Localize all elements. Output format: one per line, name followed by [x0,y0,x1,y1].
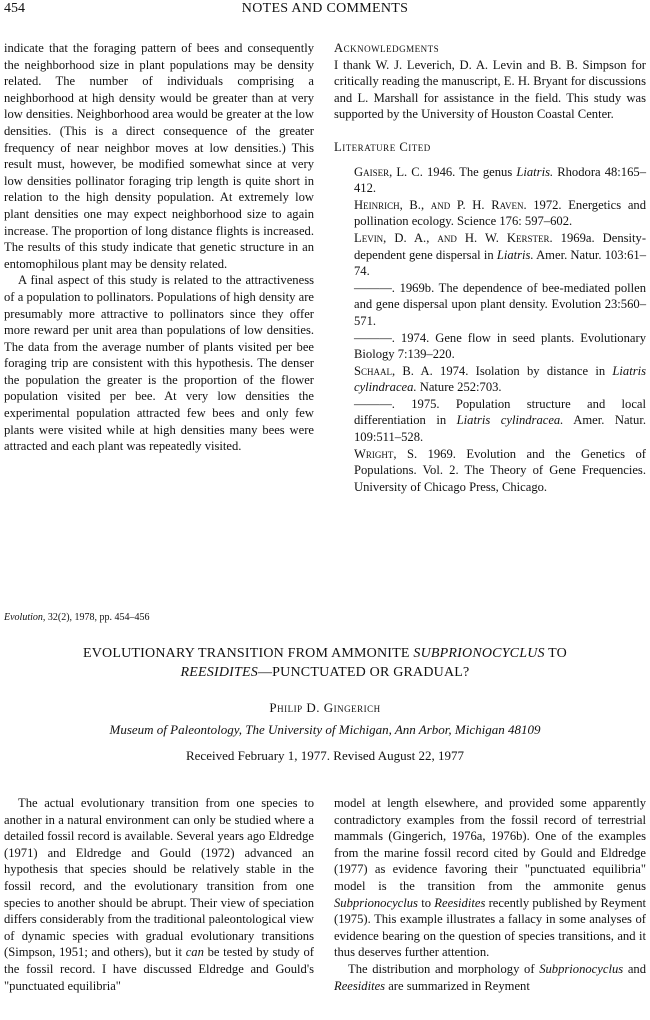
author-affiliation: Museum of Paleontology, The University of Michigan, Ann Arbor, Michigan 48109 [109,722,541,737]
acknowledgments-heading: Acknowledgments [334,41,440,55]
body-paragraph: The actual evolutionary transition from one species to another in a natural environment can only be studied where a detailed fossil record is available. Several years ago Eldredge (1971) and Eldredge and Gould (1972) advanced an hypothesis that species should be relatively stable in the fossil record, and the evolutionary transition from one species to another should be abrupt. Their view of speciation differs considerably from the traditional paleontological view of dynamic species with gradual evolutionary transitions (Simpson, 1951; and others), but it can be tested by study of the fossil record. I have discussed Eldredge and Gould's "punctuated equilibria" [4,796,314,993]
reference-item: Levin, D. A., and H. W. Kerster. 1969a. Density-dependent gene dispersal in Liatris. Amer. Natur. 103:61–74. [354,230,647,279]
running-head [0,0,650,18]
reference-item: ———. 1975. Population structure and local differentiation in Liatris cylindracea. Amer. Natur. 109:511–528. [354,396,647,445]
received-dates: Received February 1, 1977. Revised August 22, 1977 [185,748,464,763]
citation-details: 32(2), 1978, pp. 454–456 [45,612,150,623]
running-title: NOTES AND COMMENTS [241,1,409,16]
reference-item: ———. 1974. Gene flow in seed plants. Evolutionary Biology 7:139–220. [354,330,646,362]
body-paragraph: The distribution and morphology of Subprionocyclus and Reesidites are summarized in Reyment [334,961,646,993]
literature-cited [334,139,646,495]
page-number: 454 [4,1,25,16]
article-title: EVOLUTIONARY TRANSITION FROM AMMONITE SUBPRIONOCYCLUS TO REESIDITES—PUNCTUATED OR GRADUAL? [82,646,567,680]
body-paragraph: A final aspect of this study is related to the attractiveness of a population to pollinators. Populations of high density are presumably more attractive to pollinators since they offer more reward per unit area than populations of low densities. The data from the average number of plants visited per bee foraging trip are consistent with this hypothesis. The denser the population the greater is the proportion of the flower population visited per bee. At very low densities the experimental population attracted few bees and only few plants were visited while at high densities many bees were attracted and each plant was repeatedly visited. [4,273,314,454]
body-paragraph: indicate that the foraging pattern of bees and consequently the neighborhood size in plant populations may be density related. The number of individuals comprising a neighborhood at high density would be greater than at very low densities. Neighborhood area would be greater at the low densities. (This is a direct consequence of the greater frequency of near neighbor moves at low densities.) This result must, however, be modified somewhat since at very low densities pollinator foraging trip length is quite short in relation to the high density population. At extremely low plant densities one may expect neighborhood size to again increase. The proportion of long distance flights is increased. The results of this study indicate that genetic structure in an entomophilous plant may be density related. [4,41,314,271]
reference-item: ———. 1969b. The dependence of bee-mediated pollen and gene dispersal upon plant density. Evolution 23:560–571. [354,280,646,328]
reference-item: Gaiser, L. C. 1946. The genus Liatris. Rhodora 48:165–412. [354,164,646,196]
article-author: Philip D. Gingerich [269,700,381,715]
top-left-column [4,40,314,455]
journal-citation [4,612,150,623]
top-right-column [334,40,646,495]
bottom-right-column [334,795,646,994]
literature-heading: Literature Cited [334,139,431,154]
reference-item: Heinrich, B., and P. H. Raven. 1972. Energetics and pollination ecology. Science 176: 597–602. [354,197,646,229]
bottom-left-column [4,795,314,994]
body-paragraph: model at length elsewhere, and provided some apparently contradictory examples from the fossil record of terrestrial mammals (Gingerich, 1976a, 1976b). One of the examples from the marine fossil record cited by Gould and Eldredge (1977) as evidence favoring their "punctuated equilibria" model is the transition from the ammonite genus Subprionocyclus to Reesidites recently published by Reyment (1975). This example illustrates a fallacy in some analyses of evidence bearing on the question of species transitions, and it thus deserves further attention. [334,796,646,960]
journal-name: Evolution, [4,612,46,623]
reference-item: Schaal, B. A. 1974. Isolation by distance in Liatris cylindracea. Nature 252:703. [354,363,647,395]
acknowledgments-text: I thank W. J. Leverich, D. A. Levin and B. B. Simpson for critically reading the manuscript, E. H. Bryant for discussions and L. Marshall for assistance in the field. This study was supported by the University of Houston Coastal Center. [334,57,646,122]
reference-item: Wright, S. 1969. Evolution and the Genetics of Populations. Vol. 2. The Theory of Gene Frequencies. University of Chicago Press, Chicago. [354,446,646,494]
